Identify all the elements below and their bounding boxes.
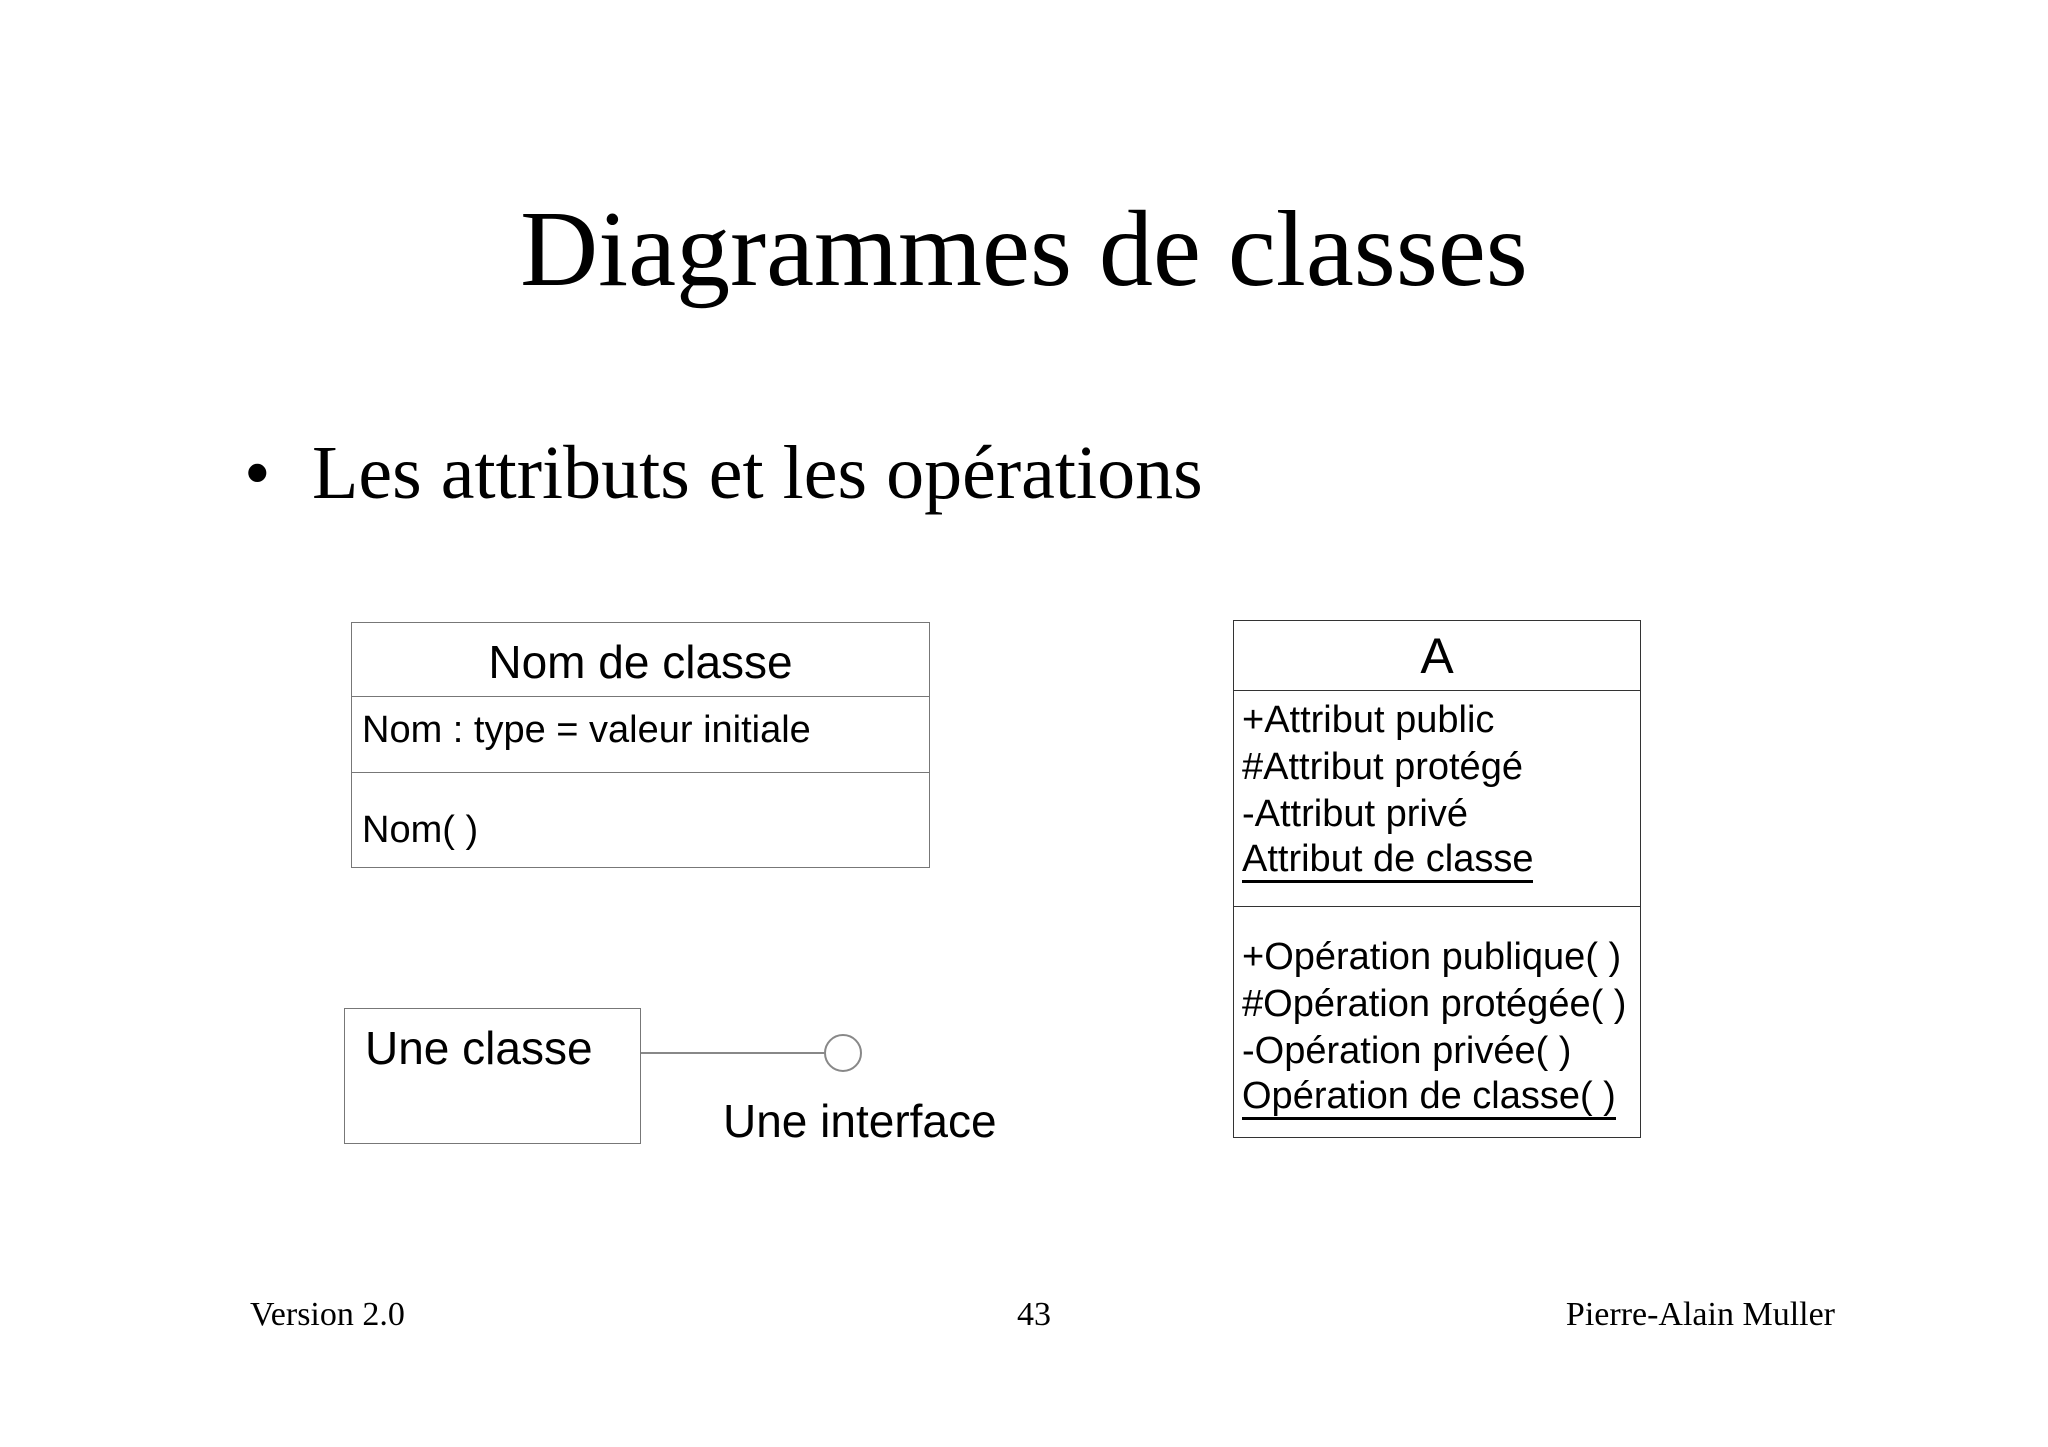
operation-class: Opération de classe( ) bbox=[1242, 1075, 1616, 1120]
attribute-protected: #Attribut protégé bbox=[1242, 746, 1523, 788]
bullet-marker: • bbox=[244, 431, 271, 515]
attribute-private: -Attribut privé bbox=[1242, 793, 1468, 835]
bullet-text: Les attributs et les opérations bbox=[312, 431, 1203, 515]
interface-lollipop-icon bbox=[825, 1035, 861, 1071]
operation-private: -Opération privée( ) bbox=[1242, 1030, 1572, 1072]
class-name: A bbox=[1420, 628, 1454, 684]
operation-protected: #Opération protégée( ) bbox=[1242, 983, 1627, 1025]
attribute-class: Attribut de classe bbox=[1242, 838, 1533, 883]
class-name: Nom de classe bbox=[488, 636, 793, 688]
class-name: Une classe bbox=[365, 1022, 593, 1074]
class-operation: Nom( ) bbox=[362, 809, 479, 851]
class-attribute: Nom : type = valeur initiale bbox=[362, 709, 811, 751]
footer-author: Pierre-Alain Muller bbox=[1565, 1296, 1835, 1333]
attribute-public: +Attribut public bbox=[1242, 699, 1495, 741]
footer-version: Version 2.0 bbox=[250, 1296, 405, 1333]
footer-page-number: 43 bbox=[1017, 1296, 1051, 1333]
operation-public: +Opération publique( ) bbox=[1242, 936, 1622, 978]
slide-title: Diagrammes de classes bbox=[520, 190, 1528, 309]
interface-label: Une interface bbox=[723, 1095, 997, 1147]
